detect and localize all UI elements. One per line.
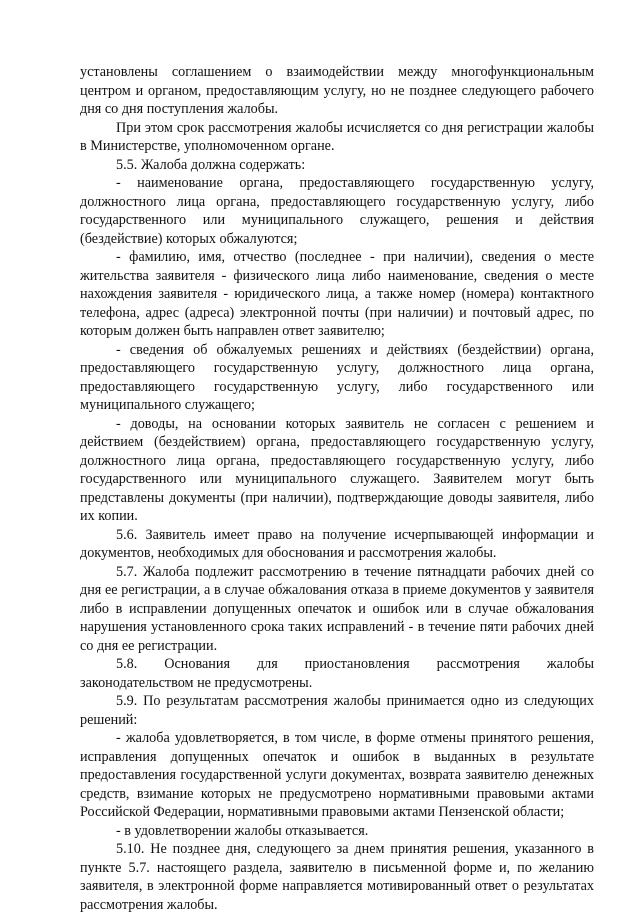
paragraph-continuation: установлены соглашением о взаимодействии между многофункциональным центром и органом, предоставляющим услугу, но не позднее следующего рабочего дня со дня поступления жалобы. <box>80 64 594 117</box>
document-page <box>80 63 594 914</box>
list-item-complaint-refused: - в удовлетворении жалобы отказывается. <box>116 822 369 839</box>
list-item-authority-name: - наименование органа, предоставляющего государственную услугу, должностного лица органа, предоставляющего государственную услугу, либо государственного или муниципального служащего, решения и действия (бездействие) которых обжалуются; <box>80 175 594 247</box>
paragraph-5-5: 5.5. Жалоба должна содержать: <box>116 156 306 173</box>
paragraph-5-10: 5.10. Не позднее дня, следующего за днем принятия решения, указанного в пункте 5.7. настоящего раздела, заявителю в письменной форме и, по желанию заявителя, в электронной форме направляется мотивированный ответ о результатах рассмотрения жалобы. <box>80 841 594 913</box>
list-item-applicant-info: - фамилию, имя, отчество (последнее - при наличии), сведения о месте жительства заявителя - физического лица либо наименование, сведения о месте нахождения заявителя - юридического лица, а также номер (номера) контактного телефона, адрес (адреса) электронной почты (при наличии) и почтовый адрес, по которым должен быть направлен ответ заявителю; <box>80 249 594 339</box>
paragraph-5-9: 5.9. По результатам рассмотрения жалобы принимается одно из следующих решений: <box>80 693 594 728</box>
list-item-appealed-decisions: - сведения об обжалуемых решениях и действиях (бездействии) органа, предоставляющего государственную услугу, должностного лица органа, предоставляющего государственную услугу, либо государственного или муниципального служащего; <box>80 341 594 413</box>
paragraph-5-6: 5.6. Заявитель имеет право на получение исчерпывающей информации и документов, необходимых для обоснования и рассмотрения жалобы. <box>80 526 594 561</box>
list-item-arguments: - доводы, на основании которых заявитель не согласен с решением и действием (бездействием) органа, предоставляющего государственную услугу, должностного лица органа, предоставляющего государственную услугу, либо государственного или муниципального служащего. Заявителем могут быть представлены документы (при наличии), подтверждающие доводы заявителя, либо их копии. <box>80 415 594 524</box>
paragraph-5-8: 5.8. Основания для приостановления рассмотрения жалобы законодательством не предусмотрены. <box>80 656 594 691</box>
paragraph-review-term: При этом срок рассмотрения жалобы исчисляется со дня регистрации жалобы в Министерстве, уполномоченном органе. <box>80 119 594 154</box>
list-item-complaint-satisfied: - жалоба удовлетворяется, в том числе, в форме отмены принятого решения, исправления допущенных опечаток и ошибок в выданных в результате предоставления государственной услуги документах, возврата заявителю денежных средств, взимание которых не предусмотрено нормативными правовыми актами Российской Федерации, нормативными правовыми актами Пензенской области; <box>80 730 594 820</box>
paragraph-5-7: 5.7. Жалоба подлежит рассмотрению в течение пятнадцати рабочих дней со дня ее регистрации, а в случае обжалования отказа в приеме документов у заявителя либо в исправлении допущенных опечаток и ошибок или в случае обжалования нарушения установленного срока таких исправлений - в течение пяти рабочих дней со дня ее регистрации. <box>80 563 594 654</box>
